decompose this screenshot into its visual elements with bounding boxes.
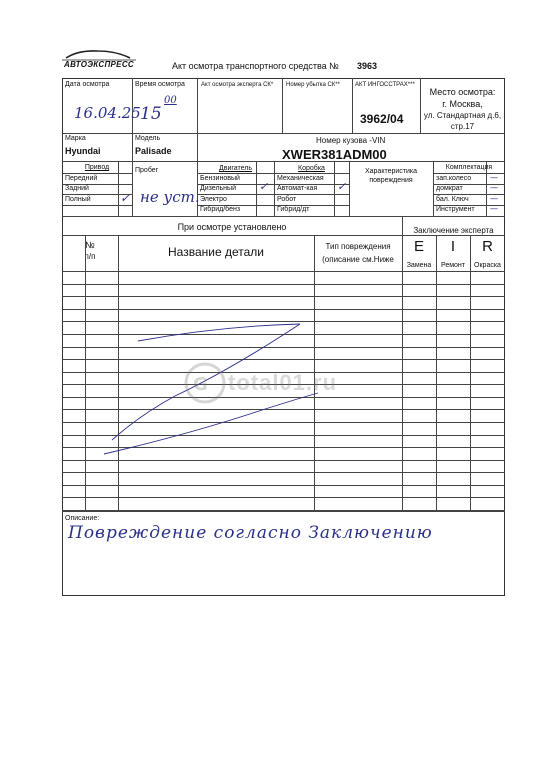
col-i-sub-header: Ремонт (440, 262, 466, 269)
gearbox-option-manual: Механическая (277, 175, 324, 182)
watermark-text: total01.ru (228, 370, 338, 395)
place-line1: г. Москва, (442, 99, 483, 109)
make-label: Марка (65, 135, 86, 142)
time-minutes: 00 (164, 95, 177, 106)
time-label: Время осмотра (135, 81, 185, 88)
ingosstrakh-act-value: 3962/04 (360, 112, 404, 126)
section-title: При осмотре установлено (177, 222, 287, 232)
drive-awd-check-icon: ✓ (120, 191, 131, 205)
date-value: 16.04.25 (74, 104, 141, 122)
time-hour: 15 (140, 104, 162, 124)
equipment-mark-1: — (490, 173, 498, 182)
engine-option-hybrid: Гибрид/бенз (200, 206, 241, 213)
document-title: Акт осмотра транспортного средства № (172, 61, 339, 71)
engine-option-diesel: Дизельный (200, 185, 236, 192)
logo-text: АВТОЭКСПРЕСС (64, 60, 134, 69)
engine-option-electric: Электро (200, 196, 227, 203)
col-name-header: Название детали (168, 245, 264, 259)
equipment-label: Комплектация (445, 164, 493, 171)
vin-label: Номер кузова -VIN (316, 136, 386, 145)
engine-label: Двигатель (218, 165, 253, 172)
col-r-sub-header: Окраска (474, 262, 501, 269)
model-label: Модель (135, 135, 161, 142)
loss-number-label: Номер убытка СК** (286, 82, 340, 88)
col-type-header-line2: (описание см.Ниже (322, 255, 394, 264)
equipment-item-wheel-wrench: бал. Ключ (436, 196, 469, 203)
col-num-sub-header: п/п (84, 252, 96, 261)
model-value: Palisade (135, 146, 172, 156)
drive-option-rear: Задний (65, 185, 89, 192)
mileage-label: Пробег (135, 167, 159, 174)
mileage-value: не уст. (140, 188, 200, 206)
col-r-header: R (482, 238, 493, 255)
gearbox-label: Коробка (298, 165, 325, 172)
description-label: Описание: (65, 515, 100, 522)
drive-option-awd: Полный (65, 196, 91, 203)
equipment-mark-3: — (490, 194, 498, 203)
description-value: Повреждение согласно Заключению (68, 523, 433, 543)
equipment-item-jack: домкрат (436, 185, 463, 192)
damage-char-label-line1: Характеристика (364, 168, 418, 175)
equipment-mark-4: — (490, 204, 498, 213)
gearbox-option-hybrid: Гибрид/дт (277, 206, 310, 213)
place-label: Место осмотра: (429, 87, 496, 97)
engine-option-petrol: Бензиновый (200, 175, 240, 182)
date-label: Дата осмотра (65, 81, 110, 88)
col-e-header: E (413, 238, 424, 255)
make-value: Hyundai (65, 146, 101, 156)
conclusion-title: Заключение эксперта (413, 226, 494, 235)
place-line3: стр.17 (450, 122, 475, 131)
ingosstrakh-act-label: АКТ ИНГОССТРАХ*** (355, 82, 415, 88)
col-e-sub-header: Замена (406, 262, 432, 269)
drive-option-front: Передний (65, 175, 98, 182)
engine-diesel-check-icon: ✓ (259, 180, 269, 193)
drive-label: Привод (84, 164, 110, 171)
expert-act-label: Акт осмотра эксперта СК* (201, 82, 274, 88)
gearbox-option-robot: Робот (277, 196, 297, 203)
col-num-header: № (85, 240, 95, 250)
equipment-item-spare-wheel: зап.колесо (436, 175, 472, 182)
damage-char-label-line2: повреждения (369, 177, 413, 184)
svg-text:G: G (193, 374, 208, 395)
col-type-header-line1: Тип повреждения (325, 242, 391, 251)
document-number: 3963 (357, 61, 378, 71)
gearbox-automatic-check-icon: ✓ (337, 180, 347, 193)
col-i-header: I (450, 238, 456, 255)
watermark-logo-icon (182, 360, 228, 406)
place-line2: ул. Стандартная д.6, (423, 111, 502, 120)
vin-value: XWER381ADM00 (282, 147, 387, 162)
equipment-item-tools: Инструмент (436, 206, 475, 213)
equipment-mark-2: — (490, 183, 498, 192)
gearbox-option-automatic: Автомат-кая (277, 185, 318, 192)
